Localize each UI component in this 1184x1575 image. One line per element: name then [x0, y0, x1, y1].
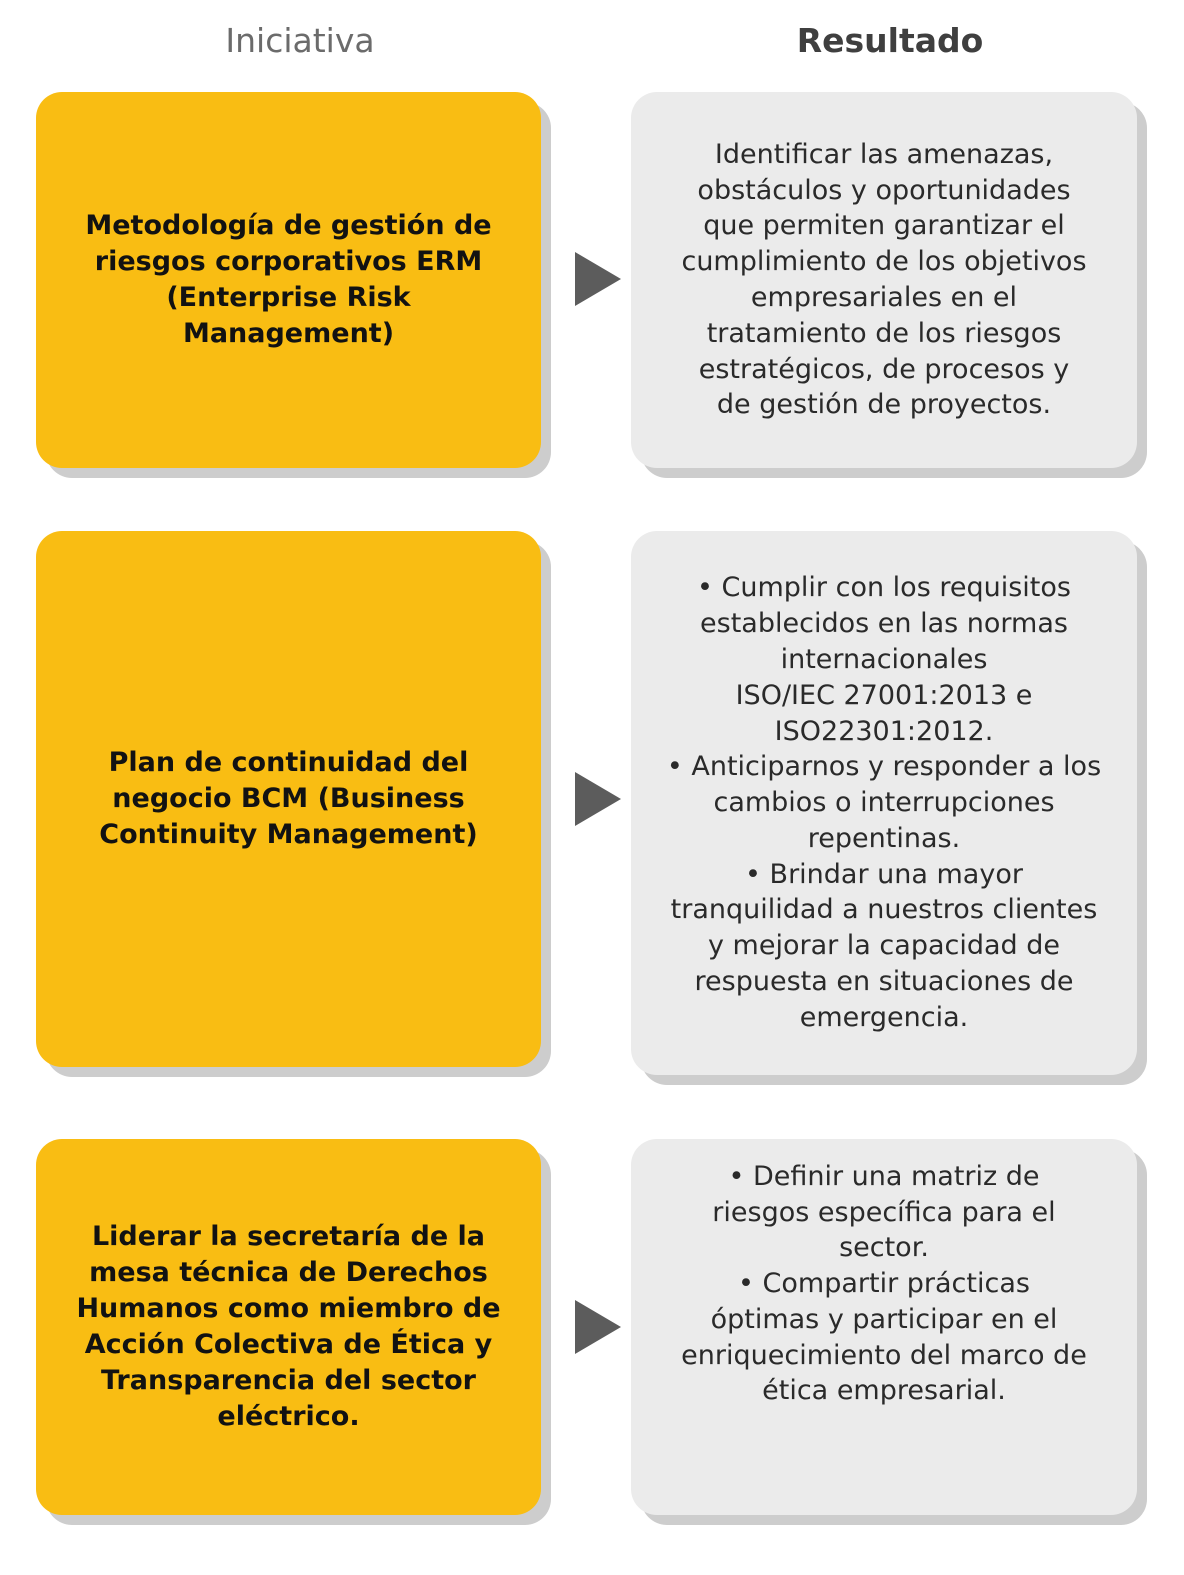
result-box-bcm [631, 531, 1137, 1075]
play-arrow-icon [575, 1300, 621, 1354]
result-text: • Cumplir con los requisitos establecidos en las normas internacionales ISO/IEC 27001:2013 e ISO22301:2012. • Anticiparnos y responder a los cambios o interrupciones repentinas. • Brindar una mayor tranquilidad a nuestros clientes y mejorar la capacidad de respuesta en situaciones de emergencia. [666, 572, 1102, 1033]
initiative-box-human-rights [36, 1139, 541, 1515]
play-arrow-icon [575, 252, 621, 306]
initiative-box-erm [36, 92, 541, 468]
result-text: Identificar las amenazas, obstáculos y oportunidades que permiten garantizar el cumplimiento de los objetivos empresariales en el tratamiento de los riesgos estratégicos, de procesos y de gestión de proyectos. [681, 138, 1087, 421]
initiative-text: Plan de continuidad del negocio BCM (Business Continuity Management) [99, 747, 478, 850]
initiative-text: Liderar la secretaría de la mesa técnica de Derechos Humanos como miembro de Acción Colectiva de Ética y Transparencia del sector eléctrico. [76, 1221, 501, 1432]
result-box-erm [631, 92, 1137, 468]
initiative-text: Metodología de gestión de riesgos corporativos ERM (Enterprise Risk Management) [85, 210, 492, 349]
result-header: Resultado [796, 21, 984, 60]
result-box-human-rights [631, 1139, 1137, 1515]
initiative-box-bcm [36, 531, 541, 1067]
initiative-header: Iniciativa [225, 21, 375, 60]
play-arrow-icon [575, 772, 621, 826]
result-text: • Definir una matriz de riesgos específica para el sector. • Compartir prácticas óptimas y participar en el enriquecimiento del marco de ética empresarial. [681, 1160, 1087, 1407]
